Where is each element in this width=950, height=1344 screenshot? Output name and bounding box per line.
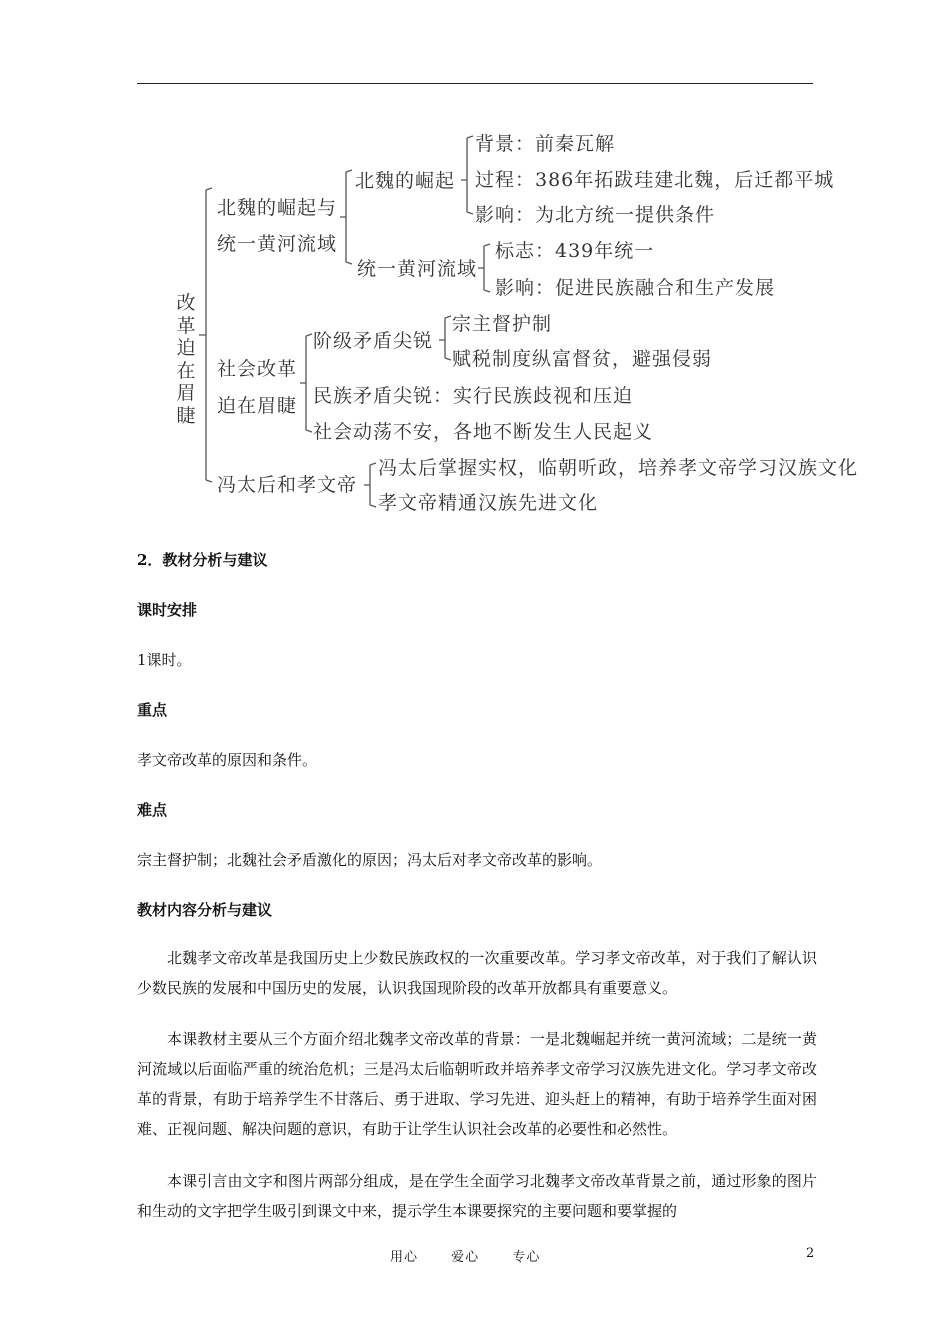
b1c2-label: 统一黄河流域 — [357, 258, 478, 280]
key-point-heading: 重点 — [137, 701, 168, 719]
page-footer — [390, 1246, 568, 1265]
diagram-root-char: 眉 — [176, 382, 196, 404]
footer-item: 专心 — [512, 1250, 541, 1265]
b2c1-bracket — [439, 316, 451, 360]
footer-item: 爱心 — [451, 1250, 480, 1265]
diagram-root-label — [175, 292, 197, 427]
b1-label-line2: 统一黄河流域 — [217, 233, 338, 255]
footer-item: 用心 — [390, 1250, 419, 1265]
b2c1-item: 赋税制度纵富督贫，避强侵弱 — [452, 348, 713, 370]
b2-bracket — [300, 334, 312, 432]
section-heading: 2．教材分析与建议 — [137, 551, 268, 569]
b1c2-bracket — [478, 244, 490, 292]
b1-label-line1: 北魏的崛起与 — [217, 197, 338, 219]
b1c1-bracket — [461, 136, 473, 214]
b1c2-item: 影响：促进民族融合和生产发展 — [495, 277, 776, 299]
b1c1-label: 北魏的崛起 — [355, 170, 456, 192]
b1c1-item: 背景：前秦瓦解 — [475, 133, 616, 155]
key-point-text: 孝文帝改革的原因和条件。 — [137, 751, 318, 769]
root-bracket — [199, 188, 212, 482]
b2c3-label: 社会动荡不安，各地不断发生人民起义 — [313, 421, 654, 443]
b2c1-item: 宗主督护制 — [452, 313, 553, 335]
b2c1-label: 阶级矛盾尖锐 — [313, 330, 434, 352]
b3-item: 孝文帝精通汉族先进文化 — [378, 492, 599, 514]
diagram-root-char: 革 — [176, 314, 196, 337]
page-number: 2 — [806, 1246, 815, 1261]
b2-label-line2: 迫在眉睫 — [217, 395, 298, 417]
body-paragraph: 本课引言由文字和图片两部分组成，是在学生全面学习北魏孝文帝改革背景之前，通过形象的图片和生动的文字把学生吸引到课文中来，提示学生本课要探究的主要问题和要掌握的 — [137, 1172, 817, 1220]
difficulty-text: 宗主督护制；北魏社会矛盾激化的原因；冯太后对孝文帝改革的影响。 — [137, 851, 603, 869]
content-analysis-heading: 教材内容分析与建议 — [137, 901, 273, 919]
b1c1-item: 影响：为北方统一提供条件 — [475, 204, 716, 226]
b1-bracket — [340, 170, 352, 264]
b3-item: 冯太后掌握实权，临朝听政，培养孝文帝学习汉族文化 — [378, 457, 859, 479]
body-paragraph: 北魏孝文帝改革是我国历史上少数民族政权的一次重要改革。学习孝文帝改革，对于我们了解认识少数民族的发展和中国历史的发展，认识我国现阶段的改革开放都具有重要意义。 — [137, 949, 817, 997]
diagram-root-char: 改 — [176, 292, 196, 314]
b3-label: 冯太后和孝文帝 — [217, 474, 358, 496]
diagram-root-char: 迫 — [176, 337, 196, 359]
diagram-root-char: 睫 — [176, 404, 196, 427]
b1c1-item: 过程：386年拓跋珪建北魏，后迁都平城 — [475, 169, 835, 191]
diagram-root — [175, 292, 197, 427]
b2c2-label: 民族矛盾尖锐：实行民族歧视和压迫 — [313, 385, 634, 407]
lesson-time-text: 1课时。 — [137, 651, 192, 669]
diagram-root-char: 在 — [176, 359, 196, 382]
body-paragraph: 本课教材主要从三个方面介绍北魏孝文帝改革的背景：一是北魏崛起并统一黄河流域；二是统一黄河流域以后面临严重的统治危机；三是冯太后临朝听政并培养孝文帝学习汉族先进文化。学习孝文帝改革的背景，有助于培养学生不甘落后、勇于进取、学习先进、迎头赶上的精神，有助于培养学生面对困难、正视问题、解决问题的意识，有助于让学生认识社会改革的必要性和必然性。 — [137, 1030, 817, 1138]
b1c2-item: 标志：439年统一 — [495, 240, 655, 262]
difficulty-heading: 难点 — [137, 801, 168, 819]
b3-bracket — [364, 463, 376, 507]
knowledge-structure-diagram — [0, 0, 950, 560]
b2-label-line1: 社会改革 — [217, 358, 298, 380]
lesson-time-heading: 课时安排 — [137, 601, 198, 619]
